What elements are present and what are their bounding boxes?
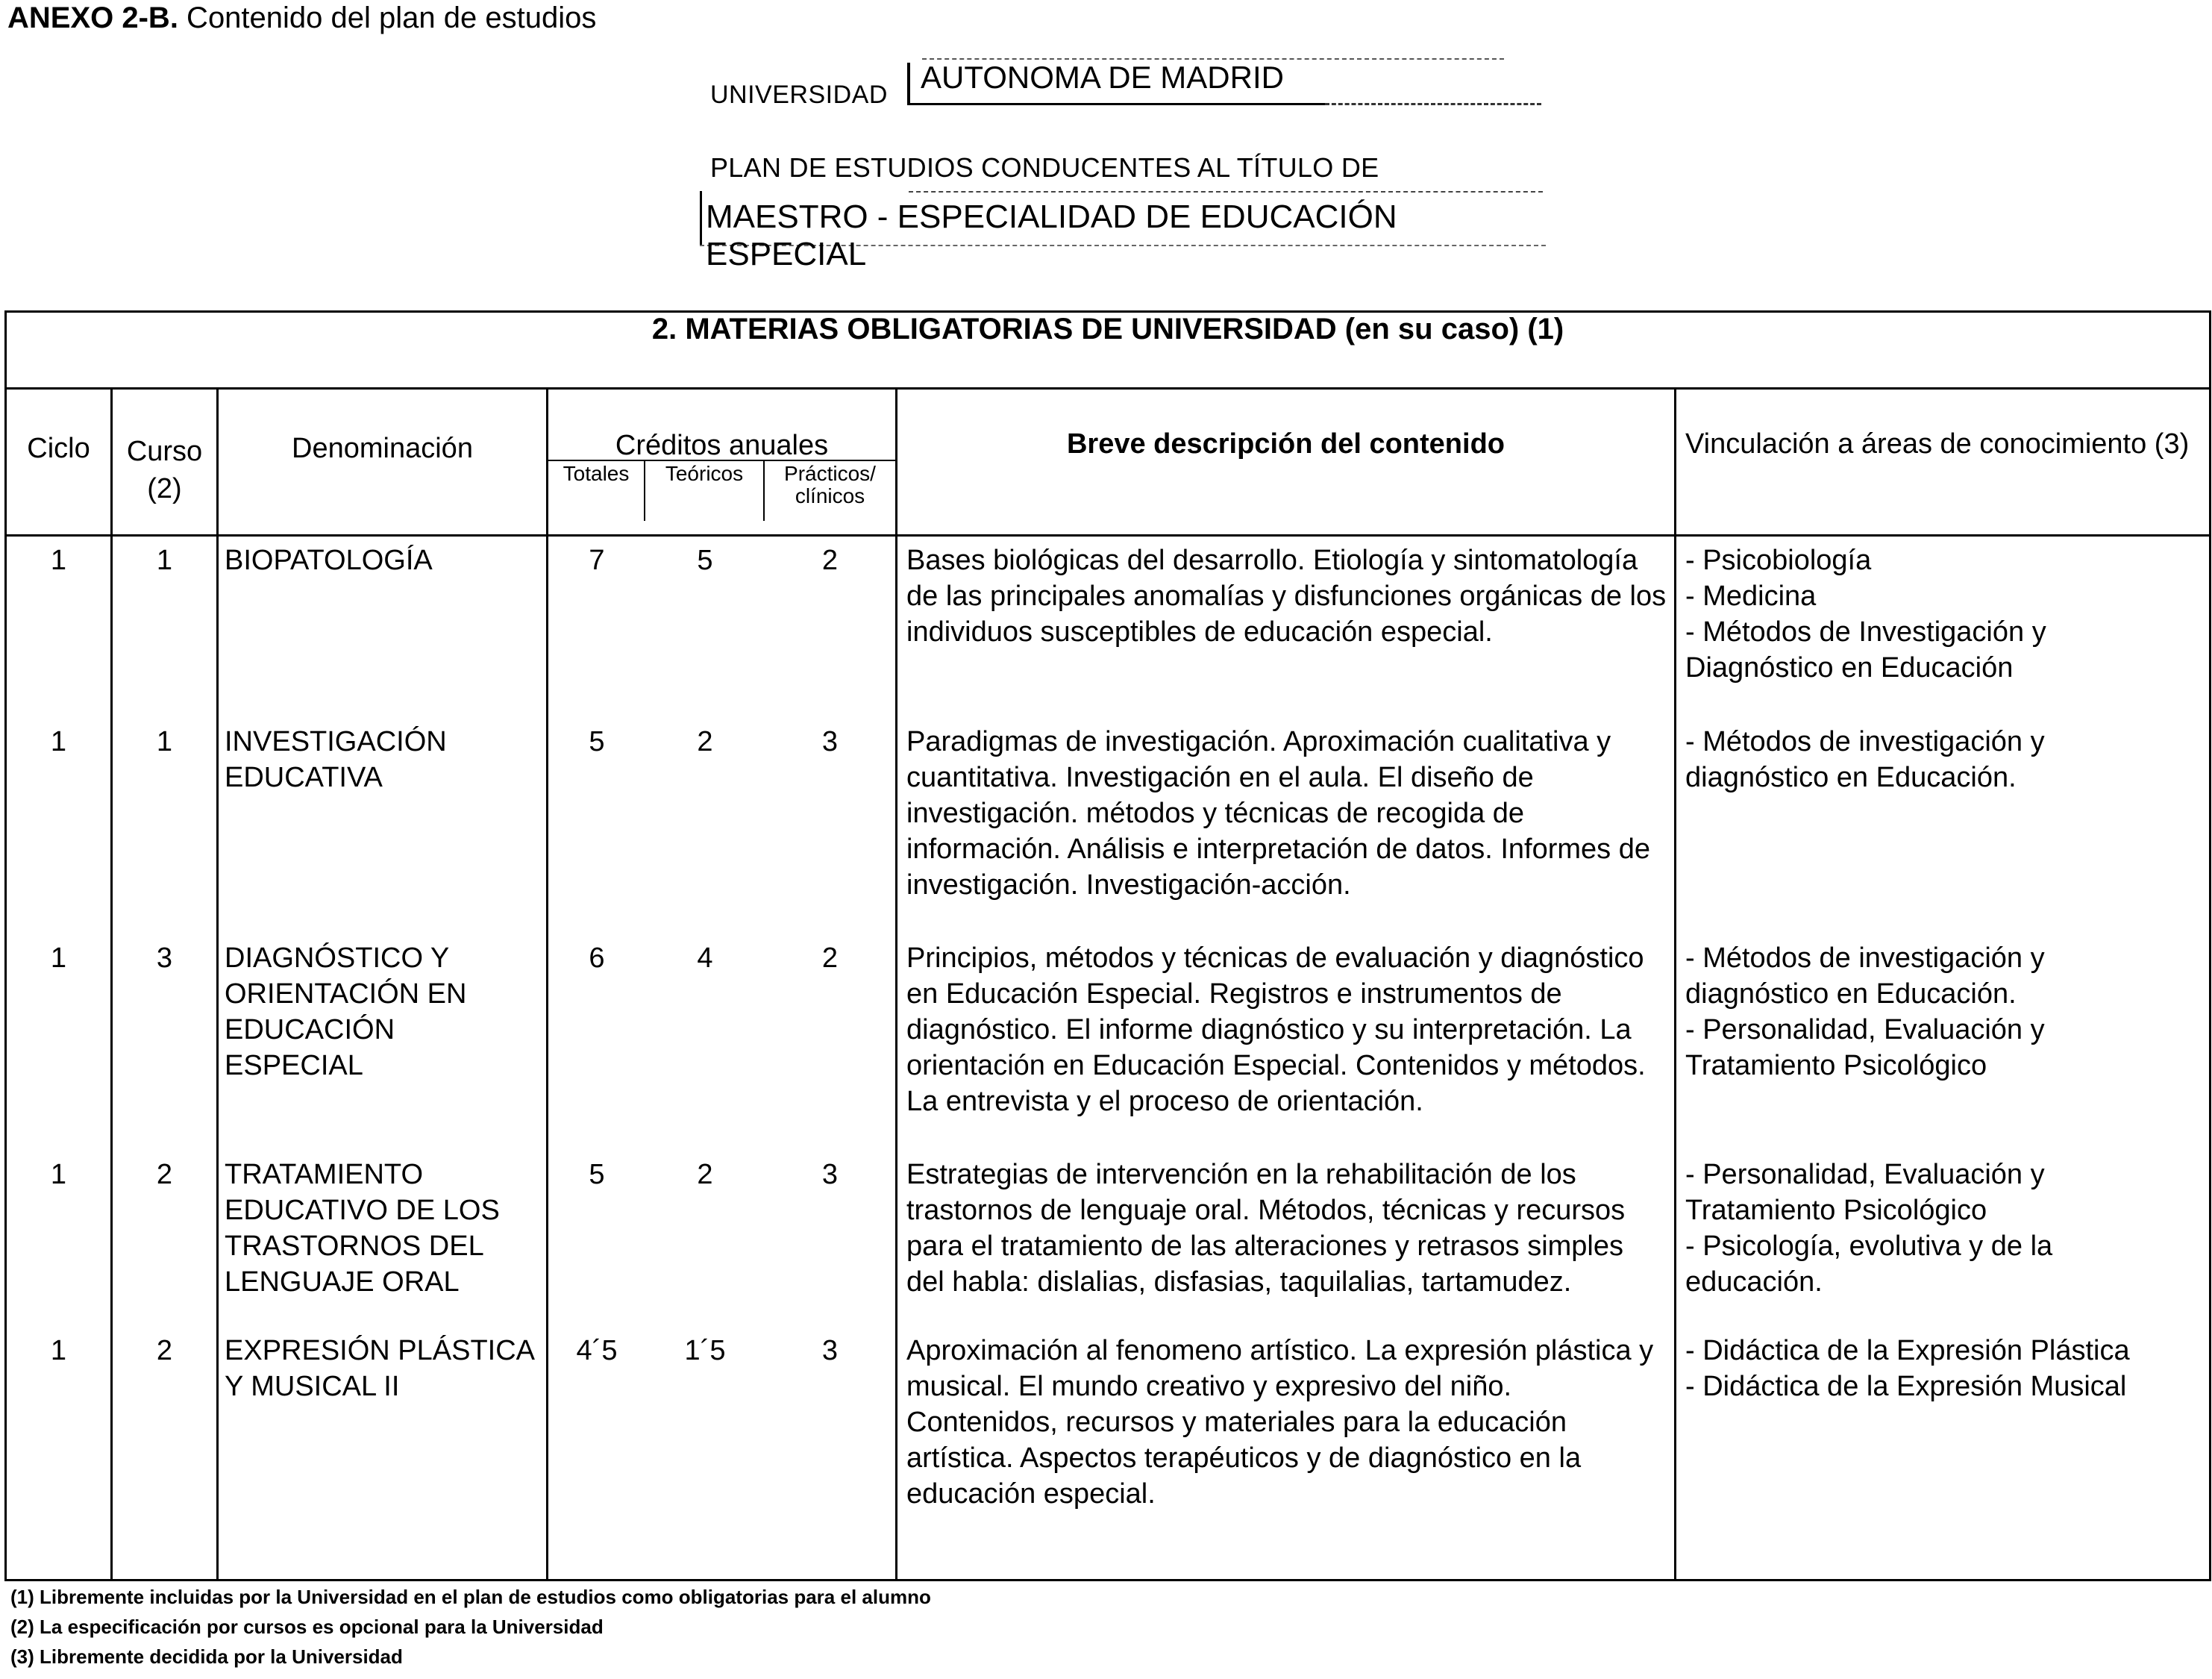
header-curso: Curso (2) xyxy=(112,389,218,536)
row-descripcion: Principios, métodos y técnicas de evaluación y diagnóstico en Educación Especial. Registros e instrumentos de diagnóstico. El informe diagnóstico y su interpretación. La orientación en Educación Especial. Contenidos y métodos. La entrevista y el proceso de orientación. xyxy=(897,934,1676,1151)
row-descripcion: Paradigmas de investigación. Aproximación cualitativa y cuantitativa. Investigación en el aula. El diseño de investigación. métodos y técnicas de recogida de información. Análisis e interpretación de datos. Informes de investigación. Investigación-acción. xyxy=(897,718,1676,934)
footnote-2: (2) La especificación por cursos es opcional para la Universidad xyxy=(10,1616,604,1638)
row-ciclo: 1 xyxy=(6,1151,112,1327)
plan-value: MAESTRO - ESPECIALIDAD DE EDUCACIÓN ESPECIAL xyxy=(706,198,1397,272)
row-vinculacion: - Personalidad, Evaluación y Tratamiento Psicológico - Psicología, evolutiva y de la educación. xyxy=(1676,1151,2211,1327)
row-totales: 6 xyxy=(589,942,605,974)
row-totales: 5 xyxy=(589,1158,605,1190)
row-descripcion: Bases biológicas del desarrollo. Etiología y sintomatología de las principales anomalías y disfunciones orgánicas de los individuos susceptibles de educación especial. xyxy=(897,536,1676,718)
table-row xyxy=(6,1327,2211,1580)
table-title: 2. MATERIAS OBLIGATORIAS DE UNIVERSIDAD (en su caso) (1) xyxy=(6,312,2211,389)
university-field xyxy=(907,58,1549,106)
row-curso: 3 xyxy=(112,934,218,1151)
row-teoricos: 5 xyxy=(697,545,713,576)
row-practicos: 2 xyxy=(821,545,839,576)
row-practicos: 3 xyxy=(821,1158,839,1190)
header-vinculacion: Vinculación a áreas de conocimiento (3) xyxy=(1676,389,2211,536)
row-totales: 4´5 xyxy=(576,1334,618,1366)
annex-number: ANEXO 2-B. xyxy=(7,1,178,34)
header-practicos: Prácticos/ clínicos xyxy=(784,462,876,507)
header-ciclo: Ciclo xyxy=(6,389,112,536)
row-vinculacion: - Métodos de investigación y diagnóstico en Educación. xyxy=(1676,718,2211,934)
row-denominacion: INVESTIGACIÓN EDUCATIVA xyxy=(218,718,548,934)
row-curso: 2 xyxy=(112,1327,218,1580)
plan-label: PLAN DE ESTUDIOS CONDUCENTES AL TÍTULO DE xyxy=(710,152,1379,183)
row-denominacion: EXPRESIÓN PLÁSTICA Y MUSICAL II xyxy=(218,1327,548,1580)
header-teoricos: Teóricos xyxy=(645,461,765,521)
header-totales: Totales xyxy=(548,461,645,521)
annex-title: Contenido del plan de estudios xyxy=(178,1,597,34)
footnote-1: (1) Libremente incluidas por la Universidad en el plan de estudios como obligatorias para el alumno xyxy=(10,1586,931,1608)
university-label: UNIVERSIDAD xyxy=(710,81,888,109)
row-denominacion: BIOPATOLOGÍA xyxy=(218,536,548,718)
row-curso: 2 xyxy=(112,1151,218,1327)
table-row xyxy=(6,934,2211,1151)
table-row xyxy=(6,536,2211,718)
footnote-3: (3) Libremente decidida por la Universidad xyxy=(10,1645,403,1668)
row-ciclo: 1 xyxy=(6,934,112,1151)
footnotes xyxy=(10,1582,931,1672)
row-teoricos: 2 xyxy=(697,725,713,757)
row-denominacion: DIAGNÓSTICO Y ORIENTACIÓN EN EDUCACIÓN ESPECIAL xyxy=(218,934,548,1151)
subjects-table xyxy=(4,310,2211,1581)
row-totales: 7 xyxy=(589,545,605,576)
table-row xyxy=(6,1151,2211,1327)
row-curso: 1 xyxy=(112,536,218,718)
row-descripcion: Aproximación al fenomeno artístico. La expresión plástica y musical. El mundo creativo y expresivo del niño. Contenidos, recursos y materiales para la educación artística. Aspectos terapéuticos y de diagnóstico en la educación especial. xyxy=(897,1327,1676,1580)
row-totales: 5 xyxy=(589,725,605,757)
row-ciclo: 1 xyxy=(6,536,112,718)
row-vinculacion: - Métodos de investigación y diagnóstico en Educación. - Personalidad, Evaluación y Tratamiento Psicológico xyxy=(1676,934,2211,1151)
table-header-row xyxy=(6,389,2211,536)
row-practicos: 2 xyxy=(821,942,839,974)
row-vinculacion: - Psicobiología - Medicina - Métodos de Investigación y Diagnóstico en Educación xyxy=(1676,536,2211,718)
row-vinculacion: - Didáctica de la Expresión Plástica - Didáctica de la Expresión Musical xyxy=(1676,1327,2211,1580)
row-curso: 1 xyxy=(112,718,218,934)
plan-field xyxy=(700,191,1546,272)
header-descripcion: Breve descripción del contenido xyxy=(897,389,1676,536)
row-ciclo: 1 xyxy=(6,718,112,934)
row-ciclo: 1 xyxy=(6,1327,112,1580)
row-practicos: 3 xyxy=(821,1334,839,1366)
table-row xyxy=(6,718,2211,934)
header-denominacion: Denominación xyxy=(218,389,548,536)
row-teoricos: 4 xyxy=(697,942,713,974)
annex-heading xyxy=(7,1,596,35)
university-value: AUTONOMA DE MADRID xyxy=(921,60,1284,95)
row-teoricos: 2 xyxy=(697,1158,713,1190)
row-teoricos: 1´5 xyxy=(684,1334,726,1366)
header-creditos: Créditos anuales Totales Teóricos Prácticos/ clínicos xyxy=(548,389,897,536)
row-denominacion: TRATAMIENTO EDUCATIVO DE LOS TRASTORNOS DEL LENGUAJE ORAL xyxy=(218,1151,548,1327)
row-practicos: 3 xyxy=(821,725,839,757)
row-descripcion: Estrategias de intervención en la rehabilitación de los trastornos de lenguaje oral. Métodos, técnicas y recursos para el tratamiento de las alteraciones y retrasos simples del habla: dislalias, disfasias, taquilalias, tartamudez. xyxy=(897,1151,1676,1327)
